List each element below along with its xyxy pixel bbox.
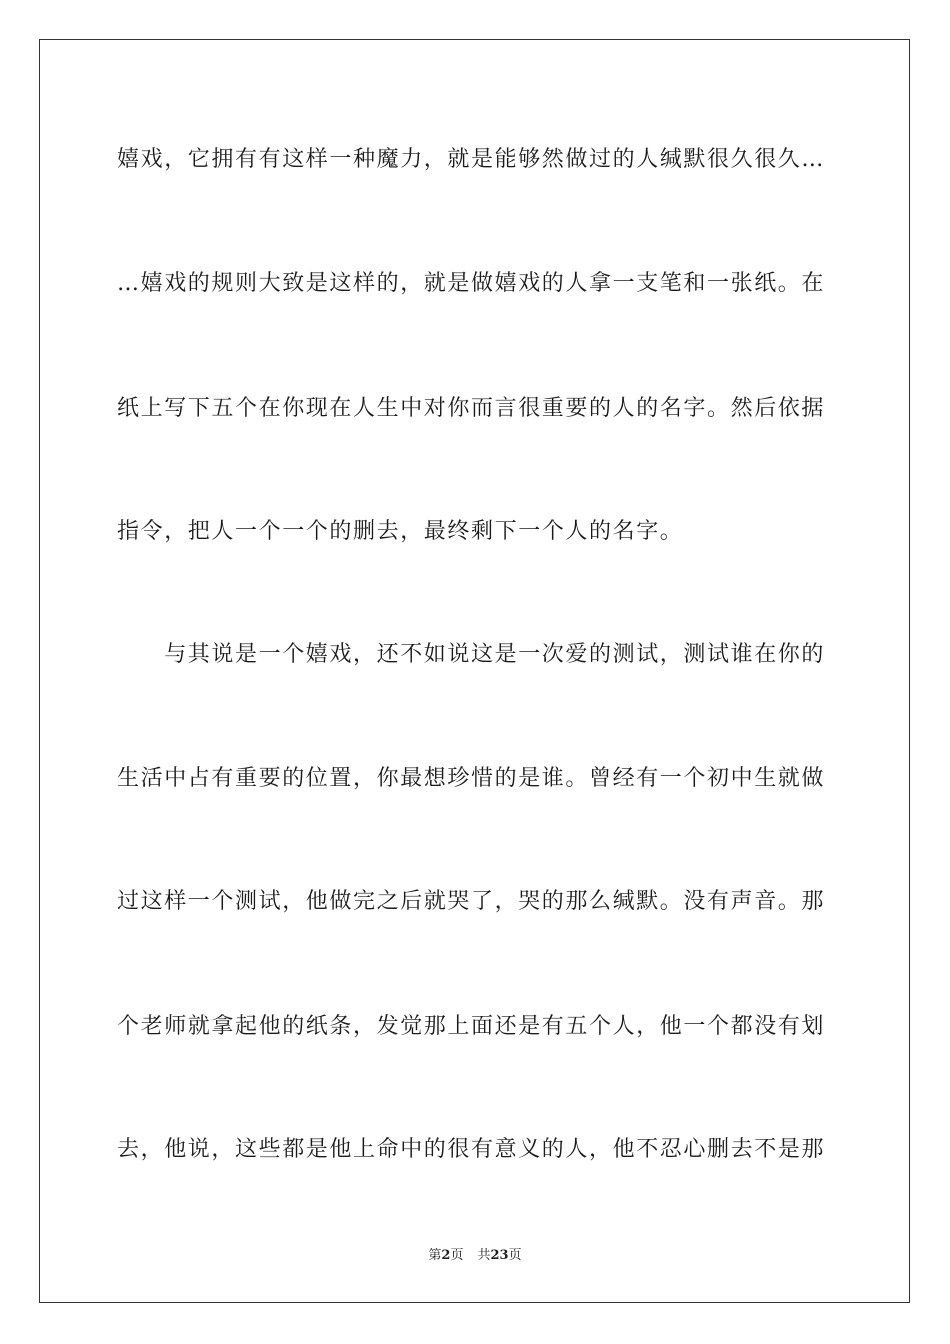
text-line-8: 个老师就拿起他的纸条，发觉那上面还是有五个人，他一个都没有划	[117, 1014, 826, 1039]
text-line-4: 指令，把人一个一个的删去，最终剩下一个人的名字。	[117, 519, 684, 544]
text-line-2: …嬉戏的规则大致是这样的，就是做嬉戏的人拿一支笔和一张纸。在	[117, 271, 826, 296]
text-line-9: 去，他说，这些都是他上命中的很有意义的人，他不忍心删去不是那	[117, 1137, 826, 1162]
page-footer	[0, 1247, 950, 1265]
total-suffix: 页	[508, 1248, 522, 1263]
text-line-7: 过这样一个测试，他做完之后就哭了，哭的那么缄默。没有声音。那	[117, 889, 826, 914]
text-line-6: 生活中占有重要的位置，你最想珍惜的是谁。曾经有一个初中生就做	[117, 766, 826, 791]
page-suffix: 页	[450, 1248, 464, 1263]
page-prefix: 第	[428, 1248, 442, 1263]
total-pages: 23	[490, 1248, 509, 1263]
page-border	[39, 39, 910, 1303]
text-line-3: 纸上写下五个在你现在人生中对你而言很重要的人的名字。然后依据	[117, 396, 826, 421]
text-line-5: 与其说是一个嬉戏，还不如说这是一次爱的测试，测试谁在你的	[117, 642, 826, 667]
page-number: 2	[441, 1248, 451, 1263]
text-line-1: 嬉戏，它拥有有这样一种魔力，就是能够然做过的人缄默很久很久…	[117, 147, 826, 172]
total-prefix: 共	[477, 1248, 491, 1263]
